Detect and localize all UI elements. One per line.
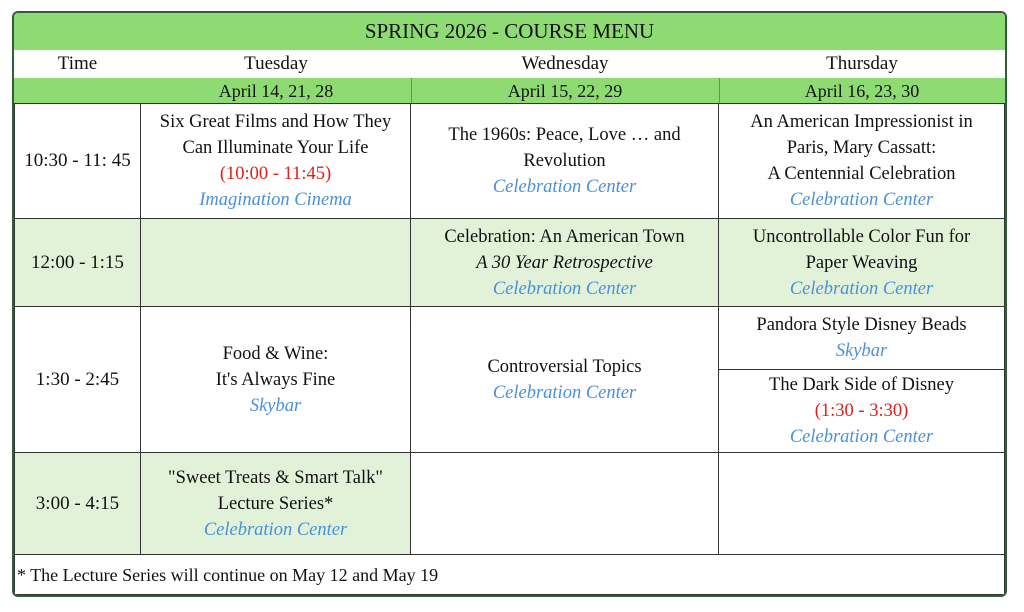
dates-tuesday: [141, 78, 411, 103]
course-venue: Celebration Center: [492, 278, 637, 299]
header-tuesday-label: Tuesday: [244, 53, 308, 74]
header-thursday-label: Thursday: [826, 53, 898, 74]
course-title: Uncontrollable Color Fun for: [752, 226, 971, 247]
footnote: [14, 555, 1005, 595]
course-venue: Celebration Center: [789, 278, 934, 299]
table-title: [14, 13, 1005, 50]
date-divider: [719, 78, 720, 103]
dates-wednesday-text: April 15, 22, 29: [507, 81, 623, 101]
course-cell: [719, 307, 1005, 370]
course-title: Paper Weaving: [805, 252, 918, 273]
dates-thursday: [719, 78, 1005, 103]
course-cell: [411, 219, 719, 307]
course-cell: [719, 370, 1005, 453]
dates-wednesday: [411, 78, 719, 103]
time-cell: [14, 453, 141, 555]
dates-tuesday-text: April 14, 21, 28: [218, 81, 334, 101]
footnote-text: * The Lecture Series will continue on May 12 and May 19: [17, 564, 439, 585]
time-label: 12:00 - 1:15: [31, 251, 124, 273]
header-wednesday: [411, 50, 719, 78]
course-title: Lecture Series*: [217, 493, 334, 514]
course-cell: [719, 104, 1005, 219]
course-title: Food & Wine:: [222, 343, 329, 364]
header-time: [14, 50, 141, 78]
time-cell: [14, 307, 141, 453]
header-thursday: [719, 50, 1005, 78]
course-title: A Centennial Celebration: [767, 164, 956, 184]
course-title: The Dark Side of Disney: [769, 375, 954, 395]
course-venue: Imagination Cinema: [199, 190, 352, 210]
dates-thursday-text: April 16, 23, 30: [804, 81, 920, 101]
empty-cell: [411, 453, 719, 555]
course-title: Can Illuminate Your Life: [182, 138, 369, 158]
course-title: "Sweet Treats & Smart Talk": [168, 467, 383, 488]
course-cell: [719, 219, 1005, 307]
course-cell: [141, 104, 411, 219]
time-label: 1:30 - 2:45: [35, 368, 120, 390]
course-title: Pandora Style Disney Beads: [756, 315, 967, 335]
course-cell: [411, 104, 719, 219]
course-venue: Celebration Center: [203, 519, 348, 540]
course-cell: [411, 307, 719, 453]
course-title: Controversial Topics: [487, 356, 642, 377]
course-title: The 1960s: Peace, Love … and: [448, 125, 681, 145]
course-venue: Skybar: [249, 395, 302, 416]
time-label: 10:30 - 11: 45: [24, 150, 131, 171]
title-text: SPRING 2026 - COURSE MENU: [364, 19, 655, 43]
course-title: It's Always Fine: [215, 369, 336, 390]
date-divider: [411, 78, 412, 103]
course-title: Revolution: [523, 151, 606, 171]
course-venue: Celebration Center: [492, 177, 637, 197]
course-menu-table: [12, 11, 1007, 597]
time-cell: [14, 219, 141, 307]
time-label: 3:00 - 4:15: [35, 492, 120, 514]
course-cell: [141, 453, 411, 555]
course-venue: Celebration Center: [789, 190, 934, 210]
course-cell: [141, 307, 411, 453]
header-time-label: Time: [57, 53, 98, 74]
course-title: Paris, Mary Cassatt:: [786, 138, 937, 158]
course-title: Six Great Films and How They: [159, 112, 392, 132]
course-venue: Celebration Center: [492, 382, 637, 403]
course-title: Celebration: An American Town: [444, 226, 685, 247]
course-time-note: (10:00 - 11:45): [219, 164, 332, 184]
time-cell: [14, 104, 141, 219]
course-venue: Skybar: [835, 341, 888, 361]
course-venue: Celebration Center: [789, 427, 934, 447]
course-time-note: (1:30 - 3:30): [814, 401, 909, 421]
header-tuesday: [141, 50, 411, 78]
course-title: An American Impressionist in: [750, 112, 973, 132]
empty-cell: [719, 453, 1005, 555]
empty-cell: [141, 219, 411, 307]
course-subtitle: A 30 Year Retrospective: [476, 252, 653, 273]
header-wednesday-label: Wednesday: [521, 53, 609, 74]
